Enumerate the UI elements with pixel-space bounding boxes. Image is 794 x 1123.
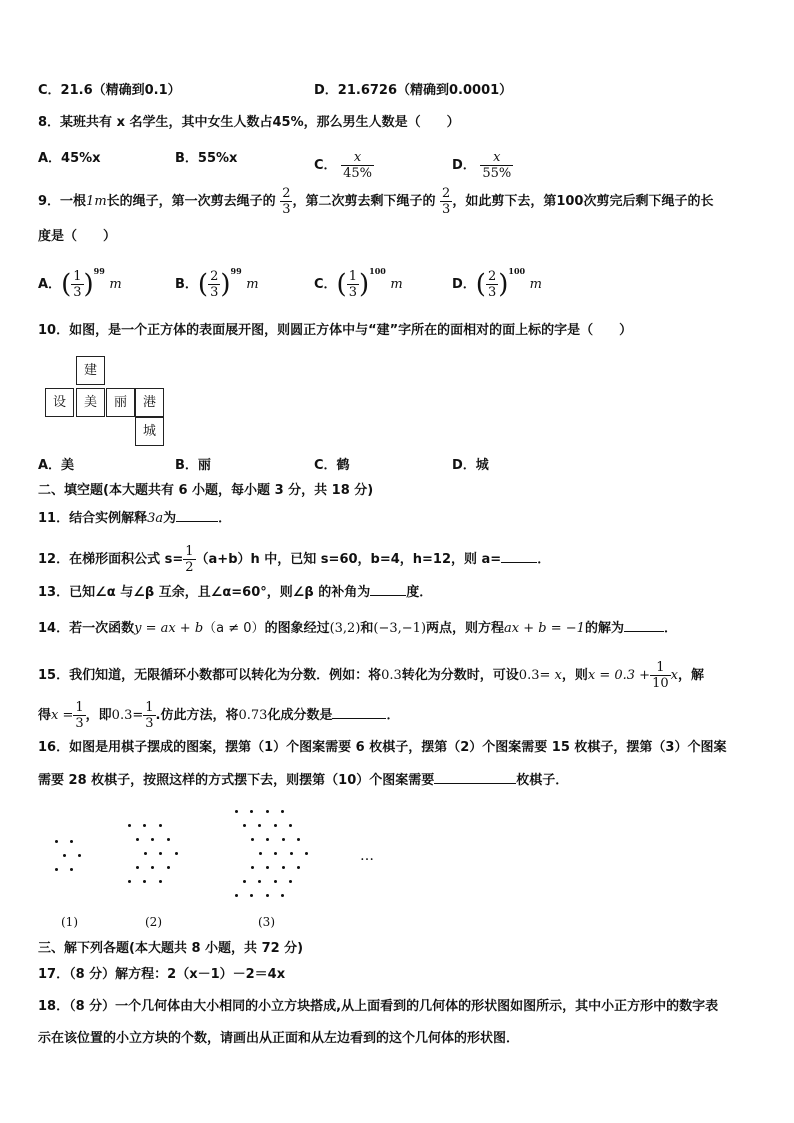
q9-f1-num: 2 [282,186,291,201]
q15-text-5: 得 [38,708,52,723]
q9-fraction-1 [280,186,292,217]
chess-piece-dot [258,824,261,827]
chess-piece-dot [235,894,238,897]
section3-heading: 三、解下列各题(本大题共 8 小题，共 72 分) [38,941,304,956]
q12-text-2: （a+b）h 中，已知 s=60，b=4，h=12，则 a= [195,552,502,567]
q16-answer-blank[interactable] [434,770,516,784]
q9-b-label: B． [175,277,198,292]
q15-x-eq: x = [51,708,74,723]
pattern-label-1: (1) [61,915,78,929]
chess-piece-dot [143,880,146,883]
q8-c-denominator: 45% [343,166,372,181]
q15-expr: x = 0.3 + [587,668,651,683]
pattern-label-2: (2) [145,915,162,929]
q14-text-2: 的图象经过 [264,621,330,636]
q15-end: ． [386,708,400,723]
q15-text-6: ，即 [85,708,112,723]
q7-option-c: C．21.6（精确到0.1） [38,83,181,98]
chess-piece-dot [128,824,131,827]
chess-piece-dot [266,810,269,813]
chess-piece-dot [144,852,147,855]
q9-a-exponent: 99 [93,266,105,276]
q9-f2-den: 3 [442,202,451,217]
q9-n100: 100 [556,194,584,209]
chess-piece-dot [143,824,146,827]
q10-option-d: D．城 [452,458,489,473]
q11-text: 11．结合实例解释 [38,511,148,526]
chess-piece-dot [266,838,269,841]
q9-d-unit: m [529,277,542,292]
q9-stem-line1 [38,186,713,217]
chess-piece-dot [70,840,73,843]
q12-den: 2 [185,560,194,575]
q12-num: 1 [185,544,194,559]
q14-answer-blank[interactable] [624,618,664,632]
net-cell-mei: 美 [76,388,105,417]
q15-rep1-value: 0.3 [381,668,402,683]
chess-piece-dot [266,866,269,869]
q15-text-1: 15．我们知道，无限循环小数都可以转化为分数．例如：将 [38,668,382,683]
chess-piece-dot [70,868,73,871]
q9-text-3: ，第二次剪去剩下绳子的 [292,194,436,209]
chess-piece-dot [297,866,300,869]
q15-fraction-3 [143,700,155,731]
q15-f3-den: 3 [145,716,154,731]
net-cell-cheng: 城 [135,417,164,446]
chess-piece-dot [289,880,292,883]
q16-text: 需要 28 枚棋子，按照这样的方式摆下去，则摆第（10）个图案需要 [38,773,435,788]
chess-piece-dot [235,810,238,813]
q15-text-3: ，则 [561,668,588,683]
q9-b-fraction [208,269,220,300]
q9-option-d: D．( $\frac{2}{3}$ )$^{100}$ m [452,266,542,300]
q15-text-2: 转化为分数时，可设 [401,668,519,683]
q9-a-fraction [71,269,83,300]
q9-text-2: 长的绳子，第一次剪去绳子的 [106,194,276,209]
q14-text-4: 的解为 [584,621,624,636]
q15-repeating-1c: 0.3 [111,708,133,723]
q15-repeating-2: 0.73 [238,708,268,723]
q8-stem: 8．某班共有 x 名学生，其中女生人数占45%，那么男生人数是（ ） [38,115,460,130]
q9-c-unit: m [390,277,403,292]
q8-c-numerator: x [341,150,374,166]
q15-f2-den: 3 [75,716,84,731]
chess-piece-dot [159,852,162,855]
chess-piece-dot [282,866,285,869]
q9-d-fraction [486,269,498,300]
q14-text-3: 两点，则方程 [426,621,505,636]
q11-answer-blank[interactable] [176,508,218,522]
q14-and: 和 [360,621,374,636]
chess-piece-dot [274,852,277,855]
q15-text-4: ，解 [677,668,704,683]
net-cell-she: 设 [45,388,74,417]
q15-text-8: 化成分数是 [267,708,333,723]
chess-piece-dot [63,854,66,857]
q15-answer-blank[interactable] [332,705,386,719]
net-cell-li: 丽 [106,388,135,417]
pattern-label-3: (3) [258,915,275,929]
chess-piece-dot [151,866,154,869]
q10-stem: 10．如图，是一个正方体的表面展开图，则圆正方体中与“建”字所在的面相对的面上标的字是（ ） [38,323,633,338]
q15-fraction-2 [73,700,85,731]
q9-text-1: 9．一根 [38,194,87,209]
chess-piece-dot [159,880,162,883]
q9-text-5: 次剪完后剩下绳子的长 [583,194,714,209]
chess-piece-dot [167,838,170,841]
chess-piece-dot [250,810,253,813]
chess-piece-dot [243,824,246,827]
chess-piece-dot [251,866,254,869]
chess-piece-dot [258,880,261,883]
chess-piece-dot [297,838,300,841]
q9-b-exponent: 99 [230,266,242,276]
q9-d-den: 3 [487,285,497,300]
q8-option-a: A．45%x [38,151,101,166]
q11-expr: 3a [147,511,164,526]
q18-line1: 18．（8 分）一个几何体由大小相同的小立方块搭成,从上面看到的几何体的形状图如图所示，其中小正方形中的数字表 [38,999,719,1014]
q15-repeating-1 [381,668,402,683]
chess-piece-dot [78,854,81,857]
chess-piece-dot [289,824,292,827]
chess-piece-dot [175,852,178,855]
q9-b-unit: m [246,277,259,292]
q9-c-den: 3 [348,285,357,300]
chess-piece-dot [136,838,139,841]
q9-d-num: 2 [487,269,497,284]
q13-text: 13．已知∠α 与∠β 互余，且∠α=60°，则∠β 的补角为 [38,585,371,600]
q16-text-2: 枚棋子． [516,773,569,788]
chess-piece-dot [243,880,246,883]
chess-piece-dot [136,866,139,869]
q9-b-num: 2 [210,269,219,284]
chess-piece-dot [128,880,131,883]
q17: 17．（8 分）解方程：2（x－1）－2＝4x [38,967,286,982]
q12-end: ． [537,552,551,567]
chess-piece-dot [151,838,154,841]
q9-f1-den: 3 [282,202,291,217]
q18-line2: 示在该位置的小立方块的个数，请画出从正面和从左边看到的这个几何体的形状图． [38,1031,520,1046]
q9-f2-num: 2 [442,186,451,201]
q9-c-fraction [347,269,359,300]
q15-fraction-1 [650,660,671,691]
chess-piece-dot [274,824,277,827]
q10-option-c: C．鹤 [314,458,350,473]
q8-option-b: B．55%x [175,151,238,166]
q12 [38,544,550,575]
q8-option-d-label: D． [452,158,476,173]
q9-d-exponent: 100 [508,266,526,276]
section2-heading: 二、填空题(本大题共有 6 小题，每小题 3 分，共 18 分) [38,483,374,498]
q15-text-7: .仿此方法，将 [155,708,239,723]
q9-c-label: C． [314,277,337,292]
q16-line2 [38,770,568,790]
q14-condition: （a ≠ 0） [203,621,265,636]
q8-d-denominator: 55% [482,166,512,181]
q14-text: 14．若一次函数 [38,621,135,636]
chess-piece-dot [282,838,285,841]
net-cell-gang: 港 [135,388,164,417]
q10-option-b: B．丽 [175,458,211,473]
q14-equation: ax + b = −1 [504,621,585,636]
chess-piece-dot [266,894,269,897]
q10-option-a: A．美 [38,458,75,473]
q12-text: 12．在梯形面积公式 s= [38,552,184,567]
q14-point-2: (−3,−1) [373,621,427,636]
q7-option-d: D．21.6726（精确到0.0001） [314,83,513,98]
net-cell-jian: 建 [76,356,105,385]
q12-fraction [183,544,195,575]
q12-answer-blank[interactable] [501,549,537,563]
q11 [38,508,231,528]
q15-f1-den: 10 [652,676,669,691]
q15-line1 [38,660,704,691]
q9-a-label: A． [38,277,62,292]
q8-option-c [314,150,374,181]
q9-option-b: B．( $\frac{2}{3}$ )$^{99}$ m [175,266,259,300]
q9-option-a: A．( $\frac{1}{3}$ )$^{99}$ m [38,266,122,300]
q9-a-num: 1 [73,269,82,284]
q8-option-d [452,150,513,181]
chess-piece-dot [55,868,58,871]
q14-end: ． [663,621,677,636]
q9-c-num: 1 [348,269,357,284]
q9-b-den: 3 [210,285,219,300]
chess-piece-dot [290,852,293,855]
q8-option-c-label: C． [314,158,337,173]
q15-f3-num: 1 [145,700,154,715]
chess-piece-dot [281,894,284,897]
chess-piece-dot [55,840,58,843]
q8-d-numerator: x [480,150,513,166]
q9-c-exponent: 100 [369,266,386,276]
q9-option-c: C．( $\frac{1}{3}$ )$^{100}$ m [314,266,403,300]
pattern-ellipsis: … [360,848,374,864]
q13-answer-blank[interactable] [370,582,406,596]
q11-text-2: 为 [163,511,177,526]
q15-eq-x: = x [539,668,562,683]
q9-d-label: D． [452,277,476,292]
q15-f1-num: 1 [650,660,671,676]
chess-piece-dot [259,852,262,855]
chess-piece-dot [250,894,253,897]
q9-unit: 1m [86,194,107,209]
chess-piece-dot [305,852,308,855]
q14 [38,618,677,638]
chess-piece-dot [274,880,277,883]
q8-option-d-fraction [480,150,513,181]
q14-point-1: (3,2) [329,621,361,636]
q11-end: ． [218,511,232,526]
q9-text-4: ，如此剪下去，第 [452,194,557,209]
q15-line2 [38,700,399,731]
chess-piece-dot [251,838,254,841]
q16-line1: 16．如图是用棋子摆成的图案，摆第（1）个图案需要 6 枚棋子，摆第（2）个图案需要 15 枚棋子，摆第（3）个图案 [38,740,727,755]
q9-a-unit: m [109,277,122,292]
chess-piece-dot [281,810,284,813]
q9-fraction-2 [440,186,452,217]
chess-piece-dot [159,824,162,827]
q14-function: y = ax + b [134,621,204,636]
q13 [38,582,432,602]
chess-piece-dot [167,866,170,869]
q9-stem-line2: 度是（ ） [38,229,117,244]
q9-a-den: 3 [73,285,82,300]
q15-f2-num: 1 [75,700,84,715]
q15-equals: = [132,708,144,723]
q8-option-c-fraction [341,150,374,181]
q15-repeating-1b: 0.3 [518,668,540,683]
q13-end: 度． [406,585,433,600]
q15-x: x [670,668,678,683]
